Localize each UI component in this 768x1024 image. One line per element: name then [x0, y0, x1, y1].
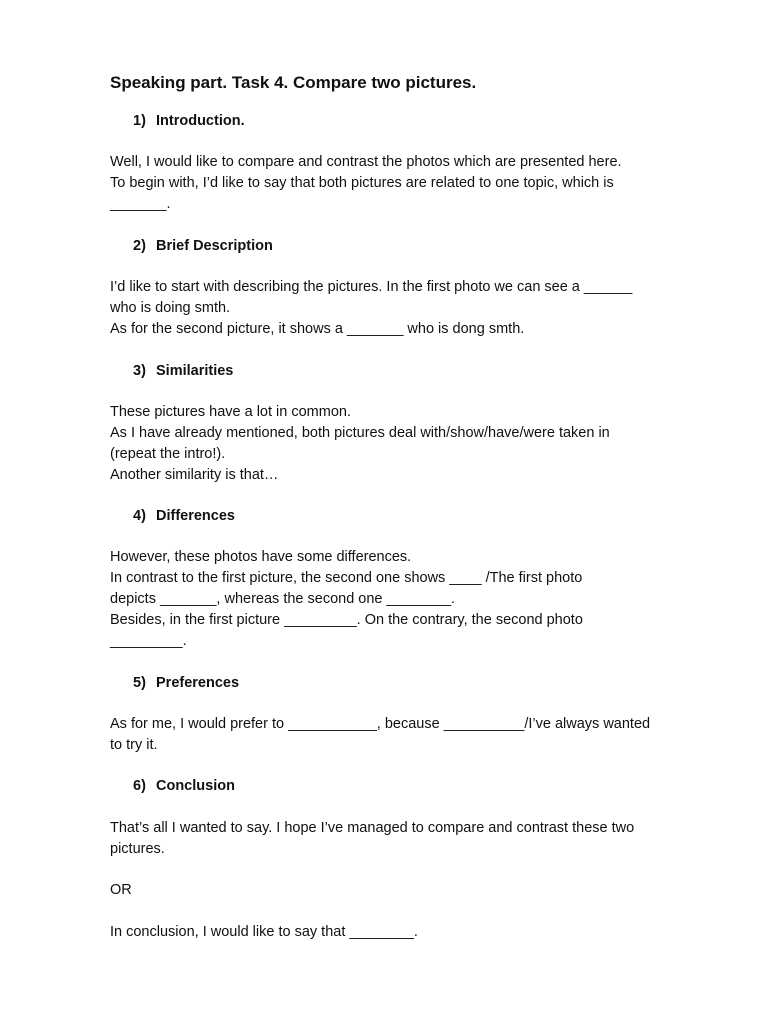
text-line: Another similarity is that…	[110, 467, 279, 483]
section-body-similarities	[110, 402, 730, 486]
text-line: depicts _______, whereas the second one ________.	[110, 591, 456, 607]
text-line: I’d like to start with describing the pictures. In the first photo we can see a ______	[110, 279, 633, 295]
text-line: These pictures have a lot in common.	[110, 404, 351, 420]
text-line: However, these photos have some differences.	[110, 549, 412, 565]
text-line: OR	[110, 882, 132, 898]
section-title: Brief Description	[156, 238, 273, 254]
text-line: In conclusion, I would like to say that ________.	[110, 924, 418, 940]
section-heading-similarities	[133, 361, 233, 381]
text-line: _________.	[110, 633, 187, 649]
section-body-introduction	[110, 152, 730, 215]
section-heading-differences	[133, 506, 235, 526]
text-line: (repeat the intro!).	[110, 446, 226, 462]
or-label	[110, 880, 730, 901]
page-title: Speaking part. Task 4. Compare two pictures.	[110, 73, 477, 92]
section-number: 1)	[133, 113, 146, 129]
text-line: pictures.	[110, 841, 165, 857]
section-heading-brief-description	[133, 236, 273, 256]
section-number: 2)	[133, 238, 146, 254]
text-line: who is doing smth.	[110, 300, 231, 316]
text-line: As for me, I would prefer to ___________, because __________/I’ve always wanted	[110, 716, 651, 732]
text-line: To begin with, I’d like to say that both pictures are related to one topic, which is	[110, 175, 614, 191]
section-heading-preferences	[133, 673, 239, 693]
text-line: As I have already mentioned, both pictures deal with/show/have/were taken in	[110, 425, 610, 441]
section-number: 5)	[133, 675, 146, 691]
section-title: Preferences	[156, 675, 240, 691]
section-number: 4)	[133, 508, 146, 524]
section-heading-introduction	[133, 111, 245, 131]
section-number: 6)	[133, 778, 146, 794]
section-body-preferences	[110, 714, 730, 756]
text-line: _______.	[110, 196, 171, 212]
text-line: As for the second picture, it shows a _______ who is dong smth.	[110, 321, 525, 337]
text-line: to try it.	[110, 737, 158, 753]
text-line: In contrast to the first picture, the second one shows ____ /The first photo	[110, 570, 583, 586]
text-line: Well, I would like to compare and contrast the photos which are presented here.	[110, 154, 622, 170]
section-title: Introduction.	[156, 113, 245, 129]
final-line	[110, 922, 730, 943]
section-title: Differences	[156, 508, 235, 524]
section-number: 3)	[133, 363, 146, 379]
section-body-differences	[110, 547, 730, 652]
section-title: Conclusion	[156, 778, 235, 794]
section-title: Similarities	[156, 363, 234, 379]
text-line: Besides, in the first picture _________. On the contrary, the second photo	[110, 612, 583, 628]
section-body-conclusion	[110, 818, 730, 860]
text-line: That’s all I wanted to say. I hope I’ve managed to compare and contrast these two	[110, 820, 635, 836]
section-heading-conclusion	[133, 776, 235, 796]
section-body-brief-description	[110, 277, 730, 340]
